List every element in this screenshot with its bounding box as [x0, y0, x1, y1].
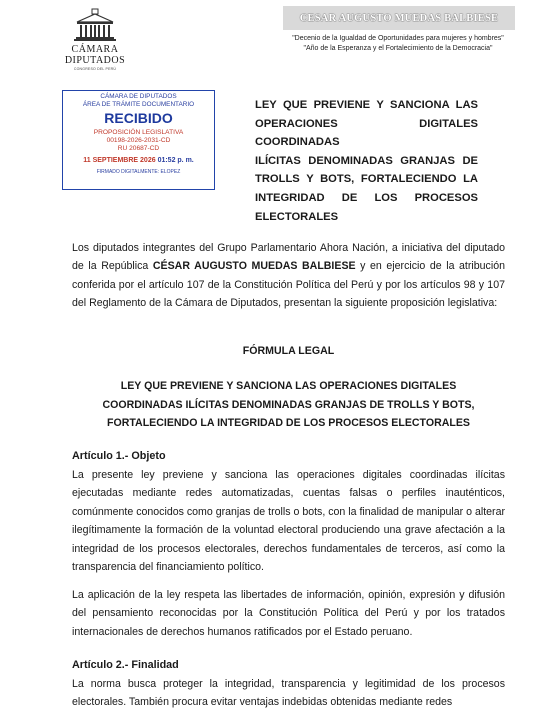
logo-text-congreso: CONGRESO DEL PERÚ — [73, 67, 117, 71]
stamp-code-2: RU 20687-CD — [117, 145, 160, 152]
article-1-heading: Artículo 1.- Objeto — [72, 450, 166, 462]
article-2-paragraph-1: La norma busca proteger la integridad, transparencia y legitimidad de los procesos electorales. También procura evitar ventajas indebidas obtenidas mediante redes — [72, 678, 505, 709]
chamber-emblem-icon — [73, 8, 117, 42]
law-title-line-3: FORTALECIENDO LA INTEGRIDAD DE LOS PROCESOS ELECTORALES — [107, 417, 470, 430]
stamp-datetime — [63, 157, 214, 165]
stamp-date: 11 SEPTIEMBRE 2026 — [83, 157, 156, 164]
title-line-1: LEY QUE PREVIENE Y SANCIONA LAS — [255, 99, 478, 111]
stamp-code-1: 00198-2026-2031-CD — [106, 137, 171, 144]
intro-paragraph — [72, 239, 505, 313]
congressman-name-banner — [283, 6, 515, 30]
document-title — [255, 96, 478, 226]
decade-line-2: "Año de la Esperanza y el Fortalecimiento de la Democracia" — [303, 45, 493, 52]
title-line-4: TROLLS Y BOTS, FORTALECIENDO LA — [255, 173, 478, 186]
law-title-line-2: COORDINADAS ILÍCITAS DENOMINADAS GRANJAS DE TROLLS Y BOTS, — [102, 398, 475, 411]
intro-text-a: Los diputados integrantes del Grupo Parlamentario Ahora Nación, a iniciativa del diputado de la República — [72, 242, 505, 273]
logo-text-camara: CÁMARA — [71, 44, 119, 55]
stamp-line-1: CÁMARA DE DIPUTADOS — [100, 93, 177, 100]
article-1-paragraph-1: La presente ley previene y sanciona las operaciones digitales coordinadas ilícitas ejecutadas mediante redes automatizadas, cuentas falsas o perfiles inauténticos, comúnmente conocidos como granjas de trolls o bots, con la finalidad de manipular o alterar ilegítimamente la formación de la voluntad electoral produciendo una grave afectación a la integridad de los procesos electorales, derechos fundamentales de terceros, así como la transparencia del financiamiento político. — [72, 469, 505, 574]
intro-name: CÉSAR AUGUSTO MUEDAS BALBIESE — [152, 260, 356, 273]
congressman-name: CESAR AUGUSTO MUEDAS BALBIESE — [299, 12, 499, 24]
article-1-paragraph-2: La aplicación de la ley respeta las libertades de información, opinión, expresión y difusión del pensamiento reconocidas por la Constitución Política del Perú y por los tratados internacionales de derechos humanos ratificados por el Estado peruano. — [72, 589, 505, 638]
title-line-3: ILÍCITAS DENOMINADAS GRANJAS DE — [255, 154, 478, 167]
law-title — [72, 377, 505, 433]
law-title-line-1: LEY QUE PREVIENE Y SANCIONA LAS OPERACIONES DIGITALES — [120, 380, 457, 392]
title-line-6: ELECTORALES — [255, 210, 339, 223]
stamp-signature: FIRMADO DIGITALMENTE: ELOPEZ — [96, 169, 181, 175]
stamp-time: 01:52 p. m. — [157, 157, 194, 164]
stamp-proposal: PROPOSICIÓN LEGISLATIVA — [93, 129, 184, 136]
decade-line-1: "Decenio de la Igualdad de Oportunidades para mujeres y hombres" — [292, 35, 504, 42]
logo-text-diputados: DIPUTADOS — [64, 55, 126, 66]
title-line-5: INTEGRIDAD DE LOS PROCESOS — [255, 191, 478, 204]
article-2-heading: Artículo 2.- Finalidad — [72, 659, 179, 671]
decade-slogans — [280, 34, 516, 54]
chamber-logo — [60, 8, 130, 71]
reception-stamp — [62, 90, 215, 190]
title-line-2: OPERACIONES DIGITALES COORDINADAS — [255, 117, 478, 149]
formula-legal-heading: FÓRMULA LEGAL — [242, 345, 335, 357]
stamp-line-2: ÁREA DE TRÁMITE DOCUMENTARIO — [82, 101, 195, 108]
intro-text-b: y en ejercicio de la atribución conferida por el artículo 107 de la Constitución Política del Perú y por los artículos 98 y 107 del Reglamento de la Cámara de Diputados, presentan la siguiente proposición legislativa: — [72, 260, 505, 310]
stamp-received: RECIBIDO — [104, 110, 173, 126]
